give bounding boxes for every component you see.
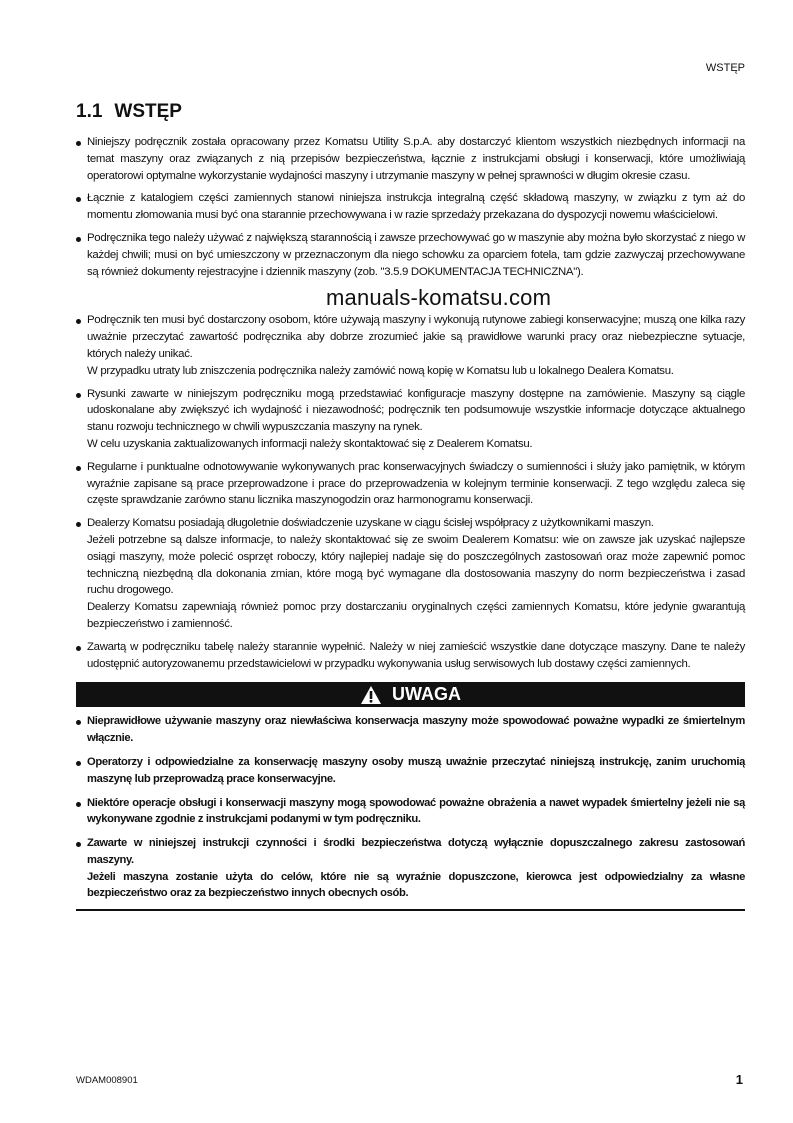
paragraph: Łącznie z katalogiem części zamiennych stanowi niniejsza instrukcja integralną część składową maszyny, w związku z tym aż do momentu złomowania musi być ona starannie przechowywana i w razie sprzedaży przekazana do dyspozycji nowemu właścicielowi. xyxy=(87,192,745,222)
bullet-icon xyxy=(76,522,81,527)
paragraph: Podręcznika tego należy używać z największą starannością i zawsze przechowywać go w maszynie aby można było skorzystać z niego w każdej chwili; musi on być umieszczony w przeznaczonym dla niego schowku za oparciem fotela, tam gdzie zazwyczaj przechowywane są również dokumenty rejestracyjne i dziennik maszyny (zob. "3.5.9 DOKUMENTACJA TECHNICZNA"). xyxy=(87,231,745,278)
list-item xyxy=(76,754,745,788)
paragraph: Operatorzy i odpowiedzialne za konserwację maszyny osoby muszą uważnie przeczytać niniejszą instrukcję, zanim uruchomią maszynę lub przeprowadzą prace konserwacyjne. xyxy=(87,755,745,785)
page-content xyxy=(76,100,745,911)
bullet-icon xyxy=(76,720,81,725)
bullet-icon xyxy=(76,802,81,807)
list-item xyxy=(76,134,745,184)
paragraph: W przypadku utraty lub zniszczenia podręcznika należy zamówić nową kopię w Komatsu lub u lokalnego Dealera Komatsu. xyxy=(87,364,674,377)
list-item xyxy=(76,190,745,224)
bullet-icon xyxy=(76,197,81,202)
paragraph: Zawartą w podręczniku tabelę należy starannie wypełnić. Należy w niej zamieścić wszystkie dane dotyczące maszyny. Dane te należy udostępnić autoryzowanemu przedstawicielowi w przypadku wykonywania usług serwisowych lub dostawy części zamiennych. xyxy=(87,640,745,670)
bullet-icon xyxy=(76,842,81,847)
running-header: WSTĘP xyxy=(705,62,745,74)
bullet-icon xyxy=(76,646,81,651)
paragraph: Podręcznik ten musi być dostarczony osobom, które używają maszyny i wykonują rutynowe zabiegi konserwacyjne; muszą one kilka razy uważnie przeczytać zawartość podręcznika aby dobrze zrozumieć jakie są prawidłowe warunki pracy oraz niebezpieczne sytuacje, których należy unikać. xyxy=(87,314,745,360)
paragraph: Zawarte w niniejszej instrukcji czynności i środki bezpieczeństwa dotyczą wyłącznie dopuszczalnego zakresu zastosowań maszyny. xyxy=(87,837,745,866)
list-item xyxy=(76,639,745,673)
bullet-icon xyxy=(76,141,81,146)
list-item xyxy=(76,459,745,509)
intro-bullet-list xyxy=(76,134,745,672)
list-item xyxy=(76,515,745,633)
warning-triangle-icon xyxy=(360,685,382,705)
paragraph: Rysunki zawarte w niniejszym podręczniku mogą przedstawiać konfiguracje maszyny dostępne na zamówienie. Maszyny są ciągle udoskonalane aby zwiększyć ich wydajność i niezawodność; podręcznik ten podsumowuje wszystkie informacje dotyczące aktualnego stanu rozwoju technicznego w chwili wypuszczania maszyny na rynek. xyxy=(87,387,745,434)
list-item xyxy=(76,835,745,902)
list-item xyxy=(76,795,745,829)
paragraph: W celu uzyskania zaktualizowanych informacji należy skontaktować się z Dealerem Komatsu. xyxy=(87,437,533,450)
warning-banner xyxy=(76,682,745,707)
bullet-icon xyxy=(76,319,81,324)
paragraph: Niektóre operacje obsługi i konserwacji maszyny mogą spowodować poważne obrażenia a nawet wypadek śmiertelny jeżeli nie są wykonywane zgodnie z instrukcjami podanymi w tym podręczniku. xyxy=(87,796,745,826)
watermark: manuals-komatsu.com xyxy=(326,285,552,311)
list-item xyxy=(76,386,745,453)
paragraph: Nieprawidłowe używanie maszyny oraz niewłaściwa konserwacja maszyny może spowodować poważne wypadki ze śmiertelnym włącznie. xyxy=(87,715,745,745)
paragraph: Niniejszy podręcznik została opracowany przez Komatsu Utility S.p.A. aby dostarczyć klientom wszystkich niezbędnych informacji na temat maszyny oraz związanych z nią przepisów bezpieczeństwa, łącznie z instrukcjami obsługi i konserwacji, które umożliwiają operatorowi optymalne wykorzystanie wydajności maszyny i utrzymanie maszyny w pełnej sprawności w długim okresie czasu. xyxy=(87,136,745,182)
warning-label: UWAGA xyxy=(392,684,461,705)
divider xyxy=(76,909,745,911)
bullet-icon xyxy=(76,393,81,398)
section-number: 1.1 xyxy=(76,101,103,122)
paragraph: Jeżeli potrzebne są dalsze informacje, to należy skontaktować się ze swoim Dealerem Komatsu: wie on zawsze jak uzyskać najlepsze osiągi maszyny, może polecić osprzęt roboczy, który najlepiej nadaje się do poszczególnych zastosowań oraz może zapewnić pomoc techniczną niezbędną dla dokonania zmian, które mogą być wymagane dla dostosowania maszyny do norm bezpieczeństwa i zasad ruchu drogowego. xyxy=(87,533,745,597)
section-title xyxy=(76,100,745,124)
bullet-icon xyxy=(76,237,81,242)
list-item xyxy=(76,312,745,379)
section-title-text: WSTĘP xyxy=(114,101,182,122)
paragraph: Dealerzy Komatsu posiadają długoletnie doświadczenie uzyskane w ciągu ścisłej współpracy z użytkownikami maszyn. xyxy=(87,517,654,530)
bullet-icon xyxy=(76,466,81,471)
list-item xyxy=(76,713,745,747)
paragraph: Jeżeli maszyna zostanie użyta do celów, które nie są wyraźnie dopuszczone, kierowca jest odpowiedzialny za własne bezpieczeństwo oraz za bezpieczeństwo innych obecnych osób. xyxy=(87,870,745,900)
document-code: WDAM008901 xyxy=(76,1075,138,1086)
list-item xyxy=(76,230,745,280)
paragraph: Dealerzy Komatsu zapewniają również pomoc przy dostarczaniu oryginalnych części zamiennych Komatsu, które jedynie gwarantują bezpieczeństwo i zamienność. xyxy=(87,601,745,630)
page-number: 1 xyxy=(735,1072,743,1087)
paragraph: Regularne i punktualne odnotowywanie wykonywanych prac konserwacyjnych świadczy o sumienności i służy jako pamiętnik, w którym wyraźnie zapisane są prace przeprowadzone i prace do przeprowadzenia w kolejnym terminie konserwacji. Z tego względu zaleca się częste sprawdzanie zarówno stanu licznika maszynogodzin oraz harmonogramu konserwacji. xyxy=(87,460,745,507)
warning-bullet-list xyxy=(76,713,745,902)
bullet-icon xyxy=(76,761,81,766)
